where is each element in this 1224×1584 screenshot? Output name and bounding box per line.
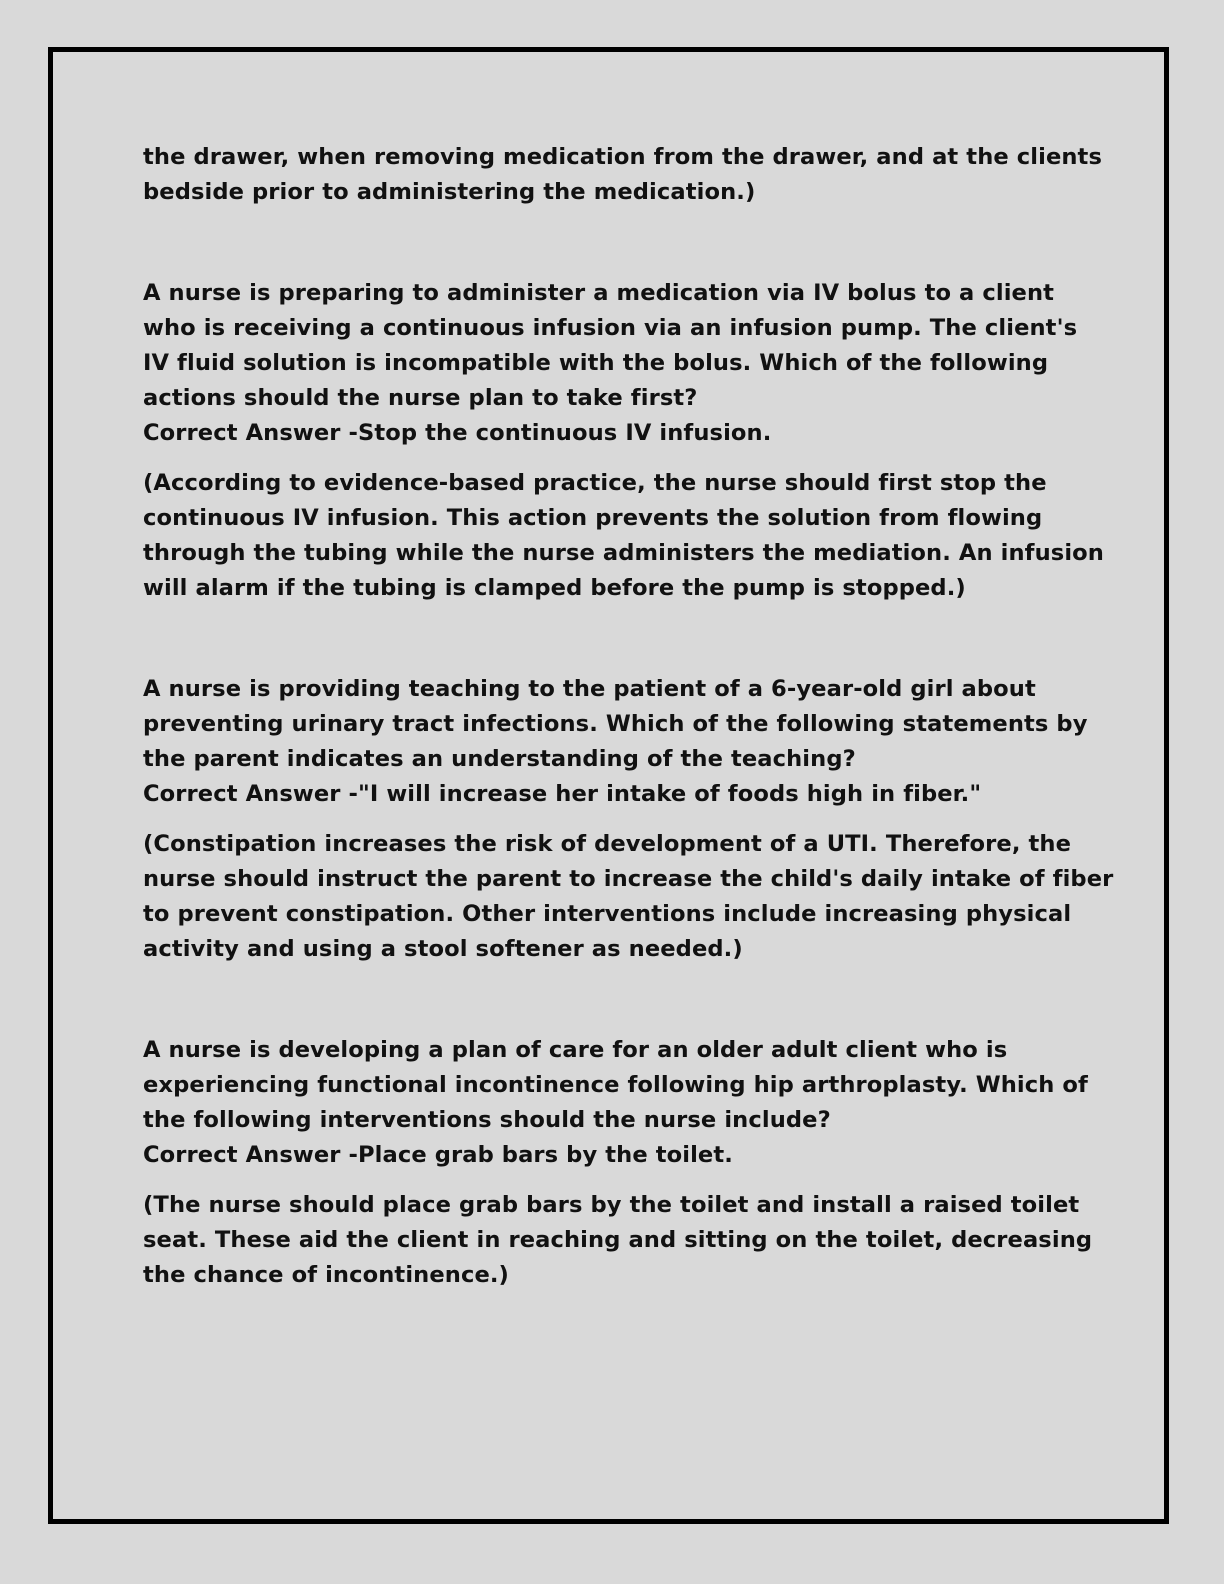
rationale-text (143, 827, 1114, 967)
text-line: experiencing functional incontinence following hip arthroplasty. Which of (143, 1072, 1088, 1098)
text-line: A nurse is developing a plan of care for an older adult client who is (143, 1037, 1008, 1063)
continuation-paragraph (143, 140, 1103, 210)
text-line: IV fluid solution is incompatible with the bolus. Which of the following (143, 350, 1049, 376)
rationale-text (143, 1188, 1093, 1293)
text-line: continuous IV infusion. This action prevents the solution from flowing (143, 505, 1043, 531)
text-line: who is receiving a continuous infusion via an infusion pump. The client's (143, 315, 1078, 341)
correct-answer: Correct Answer -Place grab bars by the toilet. (143, 1142, 733, 1168)
text-line: activity and using a stool softener as needed.) (143, 936, 743, 962)
question-text (143, 1033, 1088, 1138)
text-line: bedside prior to administering the medication.) (143, 179, 756, 205)
document-body (143, 140, 1114, 1293)
question-text (143, 276, 1083, 416)
question-text (143, 672, 1088, 777)
question-block (143, 1033, 1093, 1293)
text-line: the following interventions should the nurse include? (143, 1107, 831, 1133)
text-line: seat. These aid the client in reaching and sitting on the toilet, decreasing (143, 1227, 1093, 1253)
text-line: nurse should instruct the parent to increase the child's daily intake of fiber (143, 866, 1114, 892)
text-line: through the tubing while the nurse administers the mediation. An infusion (143, 540, 1104, 566)
text-line: (The nurse should place grab bars by the toilet and install a raised toilet (143, 1192, 1080, 1218)
question-block (143, 672, 1114, 967)
text-line: preventing urinary tract infections. Which of the following statements by (143, 711, 1088, 737)
rationale-text (143, 466, 1104, 606)
text-line: the parent indicates an understanding of the teaching? (143, 746, 856, 772)
text-line: (According to evidence-based practice, the nurse should first stop the (143, 470, 1047, 496)
text-line: A nurse is providing teaching to the patient of a 6-year-old girl about (143, 676, 1036, 702)
correct-answer: Correct Answer -Stop the continuous IV infusion. (143, 420, 772, 446)
text-line: to prevent constipation. Other interventions include increasing physical (143, 901, 1072, 927)
text-line: A nurse is preparing to administer a medication via IV bolus to a client (143, 280, 1055, 306)
text-line: the drawer, when removing medication from the drawer, and at the clients (143, 144, 1103, 170)
correct-answer: Correct Answer -"I will increase her intake of foods high in fiber." (143, 781, 982, 807)
question-block (143, 276, 1104, 606)
text-line: actions should the nurse plan to take first? (143, 385, 698, 411)
text-line: will alarm if the tubing is clamped before the pump is stopped.) (143, 575, 966, 601)
text-line: (Constipation increases the risk of development of a UTI. Therefore, the (143, 831, 1071, 857)
text-line: the chance of incontinence.) (143, 1262, 509, 1288)
